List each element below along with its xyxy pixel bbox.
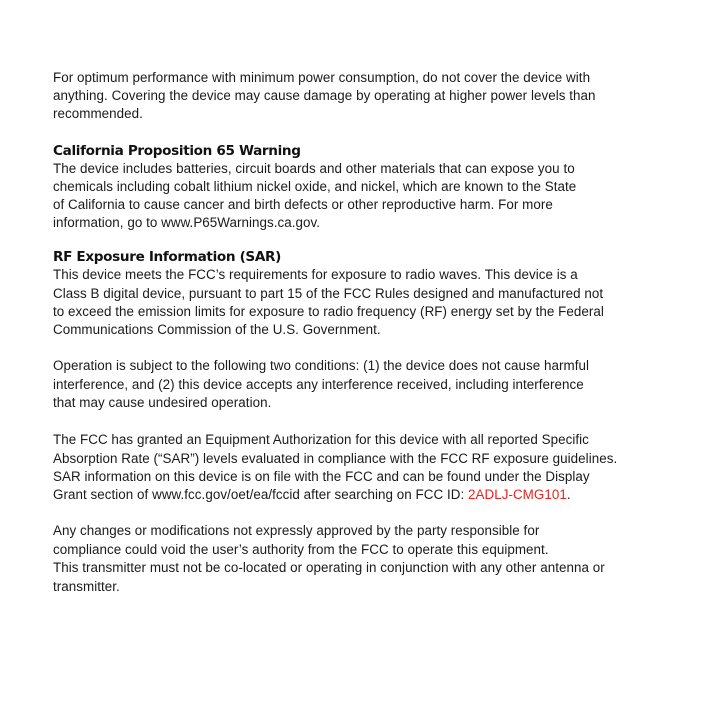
text-line: This transmitter must not be co-located or operating in conjunction with any other antenna or: [53, 560, 605, 576]
rf-paragraph-2: [53, 355, 673, 412]
text-line: Communications Commission of the U.S. Government.: [53, 322, 381, 338]
text-line: For optimum performance with minimum power consumption, do not cover the device with: [53, 70, 591, 85]
text-line: anything. Covering the device may cause damage by operating at higher power levels than: [53, 88, 596, 104]
rf-paragraph-3: [53, 429, 673, 505]
text-line: recommended.: [53, 106, 143, 122]
text-line: that may cause undesired operation.: [53, 395, 272, 411]
rf-exposure-heading: RF Exposure Information (SAR): [53, 249, 282, 266]
rf-paragraph-1: [53, 266, 673, 339]
text-line: chemicals including cobalt lithium nickel oxide, and nickel, which are known to the State: [53, 178, 577, 194]
text-line: compliance could void the user’s authority from the FCC to operate this equipment.: [53, 542, 549, 558]
text-line: Absorption Rate (“SAR”) levels evaluated in compliance with the FCC RF exposure guidelines.: [53, 450, 618, 466]
text-line: to exceed the emission limits for exposure to radio frequency (RF) energy set by the Federal: [53, 303, 604, 319]
text-line: Operation is subject to the following two conditions: (1) the device does not cause harmful: [53, 358, 590, 374]
text-line: SAR information on this device is on file with the FCC and can be found under the Display: [53, 468, 590, 484]
text-line: [53, 486, 673, 504]
text-line: interference, and (2) this device accepts any interference received, including interference: [53, 377, 584, 393]
rf-paragraph-4: [53, 520, 673, 596]
text-line: of California to cause cancer and birth defects or other reproductive harm. For more: [53, 197, 553, 213]
text-line: transmitter.: [53, 578, 120, 594]
fcc-grant-text: Grant section of www.fcc.gov/oet/ea/fccid after searching on FCC ID:: [53, 487, 469, 503]
document-page: [53, 69, 673, 596]
intro-paragraph: [53, 69, 673, 124]
prop65-paragraph: [53, 160, 673, 233]
text-line: This device meets the FCC’s requirements for exposure to radio waves. This device is a: [53, 267, 578, 283]
text-line: Class B digital device, pursuant to part 15 of the FCC Rules designed and manufactured not: [53, 285, 604, 301]
text-line: The device includes batteries, circuit boards and other materials that can expose you to: [53, 160, 575, 176]
fcc-id-value: 2ADLJ-CMG101: [468, 487, 567, 503]
period: .: [566, 487, 571, 503]
text-line: information, go to www.P65Warnings.ca.gov.: [53, 215, 321, 231]
text-line: Any changes or modifications not expressly approved by the party responsible for: [53, 523, 540, 539]
prop65-heading: California Proposition 65 Warning: [53, 142, 301, 159]
text-line: The FCC has granted an Equipment Authorization for this device with all reported Specific: [53, 431, 589, 447]
